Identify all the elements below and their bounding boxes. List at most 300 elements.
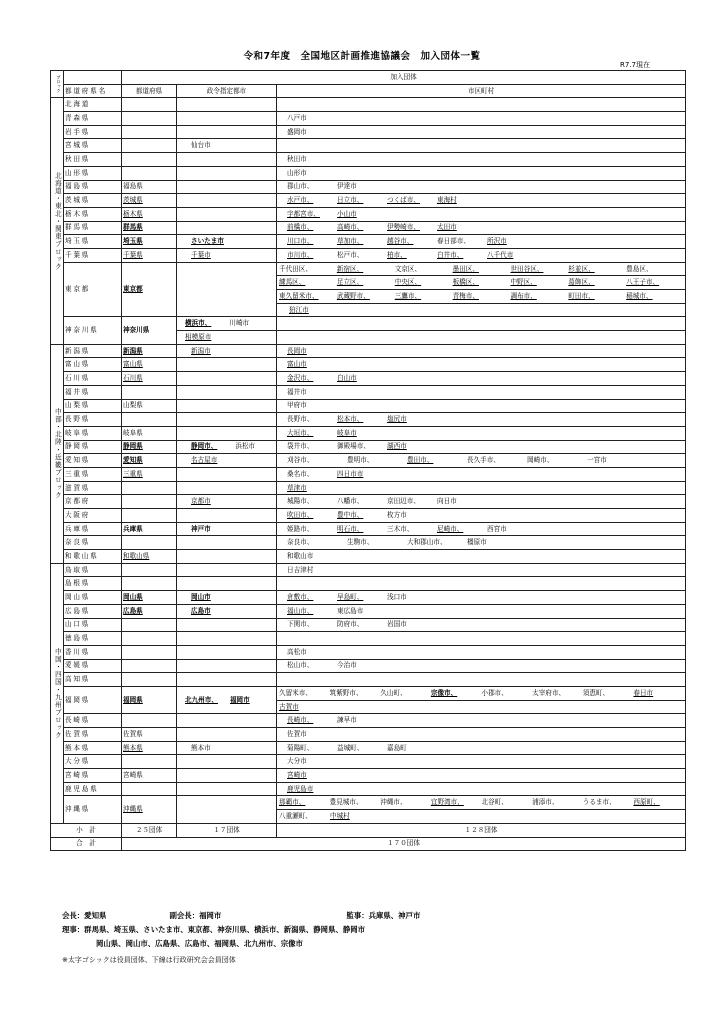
pref-name: 岡山県 [64,591,122,605]
vice-chair: 副会長：福岡市 [169,911,222,920]
municipality: 八重瀬町、 [279,812,312,820]
table-row [51,358,686,372]
municipalities [277,262,686,276]
table-row [51,235,686,249]
municipalities [277,810,686,824]
municipalities [277,413,686,427]
pref-name: 和歌山県 [64,550,122,564]
pref-name: 新潟県 [64,344,122,358]
pref-member-name: 福島県 [123,182,143,191]
designated-city-name-3: 相模原市 [185,332,212,341]
municipalities [277,536,686,550]
municipality: 城陽市、 [287,497,314,506]
table-row [51,372,686,386]
pref-member [122,440,177,454]
designated-city [177,495,277,509]
municipality: 益城町、 [337,743,364,752]
pref-name: 三重県 [64,467,122,481]
municipality: 松戸市、 [337,250,364,259]
pref-member [122,591,177,605]
officers-line-1 [62,910,420,921]
municipality: 沖縄市、 [380,798,407,807]
municipality: 宮崎市 [287,770,307,779]
table-row [51,673,686,687]
designated-city [177,139,277,153]
table-row [51,741,686,755]
municipality: 宇都宮市、 [287,209,320,218]
table-row [51,796,686,810]
municipality: 足立区、 [336,278,364,287]
pref-member [122,673,177,687]
municipality: つくば市、 [387,196,420,205]
municipality: 葛飾区、 [568,278,595,287]
municipality: 岡崎市、 [527,456,554,465]
table-row [51,317,686,331]
pref-name: 兵庫県 [64,522,122,536]
pref-name: 滋賀県 [64,481,122,495]
designated-city [177,344,277,358]
municipality: 富山市 [287,360,307,369]
designated-city [177,385,277,399]
pref-name: 千葉県 [64,248,122,262]
pref-member [122,769,177,783]
municipality: 姫路市、 [287,524,314,533]
municipality: 明石市、 [337,524,364,533]
pref-member-name: 茨城県 [123,196,143,205]
pref-member-name: 広島県 [123,606,143,615]
designated-city [177,125,277,139]
municipalities [277,741,686,755]
municipality: 京田辺市、 [387,497,420,506]
table-row [51,467,686,481]
pref-member-name: 埼玉県 [123,237,143,246]
municipality: 久留米市、 [279,688,312,697]
designated-city [177,221,277,235]
designated-city [177,591,277,605]
pref-member [122,358,177,372]
municipality: 世田谷区、 [510,264,544,273]
designated-city [177,673,277,687]
pref-name: 秋田県 [64,153,122,167]
pref-member-name: 岐阜県 [123,428,143,437]
municipality: 八幡市、 [337,497,364,506]
pref-member [122,125,177,139]
designated-city [177,618,277,632]
pref-member-name: 山梨県 [123,401,143,410]
table-row [51,454,686,468]
pref-name: 熊本県 [64,741,122,755]
pref-member [122,563,177,577]
municipality: 中野区、 [510,278,537,287]
pref-name: 北海道 [64,98,122,112]
municipality: 鹿児島市 [287,784,314,793]
designated-city [177,522,277,536]
municipality: 須恵町、 [582,688,610,697]
pref-member [122,509,177,523]
municipality: 長野市、 [287,415,314,424]
municipality: 八千代市 [487,250,514,259]
municipality: 豊島区、 [626,264,653,273]
designated-city [177,550,277,564]
pref-member [122,782,177,796]
municipalities [277,98,686,112]
designated-city [177,112,277,126]
designated-city-name: さいたま市 [191,237,224,246]
designated-city [177,98,277,112]
table-row [51,769,686,783]
pref-member [122,235,177,249]
pref-member [122,385,177,399]
municipality: 四日市市 [337,469,364,478]
pref-member [122,604,177,618]
municipality: 小山市 [337,209,357,218]
pref-member [122,481,177,495]
designated-city [177,440,277,454]
municipality: 一宮市 [587,456,607,465]
municipalities [277,344,686,358]
pref-name: 長野県 [64,413,122,427]
municipality: 那覇市、 [279,798,306,807]
designated-city-name: 北九州市、 [185,695,218,704]
table-row [51,686,686,700]
designated-city [177,372,277,386]
municipality: 練馬区、 [279,278,306,287]
municipalities [277,248,686,262]
pref-member [122,194,177,208]
pref-member-name: 兵庫県 [123,524,143,533]
designated-city [177,659,277,673]
pref-name: 高知県 [64,673,122,687]
municipalities [277,180,686,194]
municipalities [277,659,686,673]
municipality: 千代田区、 [279,264,312,273]
municipality: 太宰府市、 [532,688,566,697]
pref-member [122,98,177,112]
municipality: 杉並区、 [568,264,595,273]
pref-member [122,139,177,153]
muni-count: １２８団体 [277,823,686,837]
municipalities [277,153,686,167]
municipality: 下関市、 [287,620,314,629]
municipality: 柏市、 [387,250,407,259]
designated-city-name: 岡山市 [191,593,211,601]
pref-member [122,467,177,481]
municipality: 太田市 [437,223,457,232]
pref-name: 沖縄県 [64,796,122,823]
municipalities [277,358,686,372]
municipality: 豊見城市、 [329,798,363,807]
table-row [51,577,686,591]
pref-name: 香川県 [64,645,122,659]
municipalities [277,467,686,481]
pref-name: 茨城県 [64,194,122,208]
subtotal-row [51,823,686,837]
table-row [51,632,686,646]
pref-name-header: 都道府県名 [64,84,122,98]
designated-city [177,235,277,249]
municipalities [277,399,686,413]
municipalities [277,235,686,249]
pref-name: 岐阜県 [64,426,122,440]
auditor: 監事：兵庫県、神戸市 [346,911,421,920]
municipality: 豊田市、 [407,456,434,465]
designated-city [177,180,277,194]
pref-name: 神奈川県 [64,317,122,344]
municipality: 福山市、 [287,606,314,615]
pref-name: 青森県 [64,112,122,126]
municipalities [277,522,686,536]
pref-member-name: 福岡県 [123,695,143,704]
pref-member [122,796,177,823]
municipalities [277,769,686,783]
municipality: 早島町、 [337,593,364,601]
table-row [51,166,686,180]
municipality: 福井市 [287,387,307,396]
municipality: 春日市 [633,688,654,697]
pref-name: 島根県 [64,577,122,591]
designated-city [177,262,277,317]
municipality: 湖西市 [387,442,407,451]
pref-name: 鹿児島県 [64,782,122,796]
municipality: 佐賀市 [287,729,307,738]
pref-name: 福井県 [64,385,122,399]
designated-city [177,509,277,523]
municipality: 生駒市、 [347,538,374,547]
municipality: 古賀市 [279,702,299,711]
municipality: 前橋市、 [287,223,314,232]
pref-name: 長崎県 [64,714,122,728]
designated-city-name-2: 浜松市 [235,442,256,451]
designated-city [177,686,277,713]
municipalities [277,385,686,399]
designated-city [177,796,277,823]
designated-city [177,714,277,728]
table-row [51,481,686,495]
pref-member [122,686,177,713]
municipality: 秋田市 [287,155,307,163]
pref-name: 宮崎県 [64,769,122,783]
designated-city [177,728,277,742]
directors-line-1: 理事：群馬県、埼玉県、さいたま市、東京都、神奈川県、横浜市、新潟県、静岡県、静岡市 [62,925,366,934]
municipality: 盛岡市 [287,127,307,136]
municipality: 三木市、 [387,524,414,533]
municipalities [277,276,686,290]
table-row [51,344,686,358]
municipality: 中央区、 [394,278,422,287]
table-row [51,125,686,139]
table-row [51,509,686,523]
pref-member [122,372,177,386]
table-row [51,714,686,728]
municipality: 日吉津村 [287,565,314,574]
municipality: 武蔵野市、 [336,291,370,300]
pref-column-header: 都道府県 [122,84,177,98]
directors-line-2: 岡山県、岡山市、広島県、広島市、福岡県、北九州市、宗像市 [96,939,303,948]
pref-name: 大分県 [64,755,122,769]
municipality: 袋井市、 [287,442,314,451]
pref-name: 宮城県 [64,139,122,153]
municipality: 青梅市、 [452,291,479,300]
designated-city [177,632,277,646]
pref-name: 愛媛県 [64,659,122,673]
municipalities [277,221,686,235]
municipality: 高松市 [287,647,307,656]
designated-city-name: 静岡市、 [191,442,218,451]
member-table [50,70,686,851]
municipality: 春日部市、 [437,237,470,246]
pref-member-name: 佐賀県 [123,729,143,738]
municipalities [277,481,686,495]
municipalities [277,604,686,618]
municipality: 橿原市 [467,538,487,547]
table-row [51,207,686,221]
municipality: 塩尻市 [387,415,407,424]
pref-member-name: 富山県 [123,360,143,369]
pref-name: 奈良県 [64,536,122,550]
table-row [51,755,686,769]
pref-member [122,207,177,221]
municipality: 防府市、 [337,620,364,629]
municipalities [277,673,686,687]
municipality: 狛江市 [289,305,309,314]
designated-city-name: 横浜市、 [185,319,212,328]
table-row [51,413,686,427]
pref-name: 静岡県 [64,440,122,454]
designated-city [177,563,277,577]
municipality: 久山町、 [380,688,407,697]
pref-member-name: 栃木県 [123,209,143,218]
municipality: 山形市 [287,168,307,177]
table-row [51,591,686,605]
designated-city-name: 仙台市 [191,141,211,150]
municipality: 八王子市、 [626,278,660,287]
municipality: 金沢市、 [287,374,314,382]
municipality: 調布市、 [510,291,537,300]
municipalities [277,755,686,769]
city-count: １７団体 [177,823,277,837]
municipality: 尼崎市、 [437,524,464,533]
pref-name: 山梨県 [64,399,122,413]
municipality: 豊明市、 [347,456,374,465]
pref-member [122,741,177,755]
municipality: 八戸市 [287,113,307,122]
pref-name: 埼玉県 [64,235,122,249]
pref-name: 愛知県 [64,454,122,468]
pref-member [122,536,177,550]
pref-member-name: 新潟県 [123,346,143,355]
table-row [51,563,686,577]
pref-member-name: 石川県 [123,374,143,382]
table-row [51,426,686,440]
table-row [51,112,686,126]
municipalities [277,700,686,714]
table-row [51,153,686,167]
municipality: 和歌山市 [287,551,314,560]
pref-member [122,180,177,194]
pref-member-name: 群馬県 [123,223,143,232]
designated-city-name: 千葉市 [191,250,211,259]
designated-city-name-2: 川崎市 [229,319,250,328]
municipality: 日立市、 [337,196,364,205]
municipality: 大和郡山市、 [407,538,447,547]
pref-name: 大阪府 [64,509,122,523]
designated-city [177,454,277,468]
designated-city-name: 京都市 [191,497,211,506]
municipality: 菊陽町、 [287,743,314,752]
municipalities [277,796,686,810]
municipality: 伊達市 [337,182,357,191]
municipalities [277,591,686,605]
pref-member-name: 神奈川県 [123,326,150,335]
total-row [51,837,686,851]
municipalities [277,728,686,742]
municipality: 長崎市、 [287,716,314,725]
municipality: 浦添市、 [532,798,559,807]
municipalities [277,194,686,208]
table-row [51,221,686,235]
municipality: 西宮市 [487,524,507,533]
designated-city [177,317,277,331]
municipalities [277,495,686,509]
pref-member-name: 東京都 [123,285,143,294]
municipality: 水戸市、 [287,196,314,205]
pref-name: 群馬県 [64,221,122,235]
designated-city [177,536,277,550]
municipality: 長岡市 [287,346,307,355]
pref-member [122,153,177,167]
table-row [51,645,686,659]
pref-member [122,426,177,440]
municipality: 倉敷市、 [287,593,314,601]
designated-city-name: 広島市 [191,606,211,615]
pref-member-name: 千葉県 [123,250,143,259]
municipality: 宜野湾市、 [430,798,464,807]
designated-city [177,166,277,180]
muni-column-header: 市区町村 [277,84,686,98]
pref-member-name: 愛知県 [123,456,143,465]
municipality: 甲府市 [287,401,307,410]
as-of-date: R7.7現在 [620,61,650,69]
pref-member [122,112,177,126]
pref-name: 富山県 [64,358,122,372]
total-label: 合 計 [51,837,122,851]
pref-name: 福岡県 [64,686,122,713]
pref-name: 山口県 [64,618,122,632]
subtotal-label: 小 計 [51,823,122,837]
pref-name: 岩手県 [64,125,122,139]
table-row [51,194,686,208]
table-row [51,495,686,509]
municipality: 桑名市、 [287,469,314,478]
pref-member [122,399,177,413]
table-row [51,139,686,153]
municipality: 越谷市、 [387,237,414,246]
municipality: 筑紫野市、 [329,688,363,697]
municipality: 御殿場市、 [337,442,370,451]
table-row [51,385,686,399]
pref-member-name: 静岡県 [123,442,143,451]
municipality: 高崎市、 [337,223,364,232]
municipality: 岐阜市 [337,428,357,437]
pref-member-name: 和歌山県 [123,551,150,560]
municipalities [277,440,686,454]
pref-member-name: 岡山県 [123,593,143,601]
municipality: 諫早市 [337,716,357,725]
municipality: 川口市、 [287,237,314,246]
municipality: 奈良市、 [287,538,314,547]
pref-member [122,659,177,673]
designated-city [177,207,277,221]
